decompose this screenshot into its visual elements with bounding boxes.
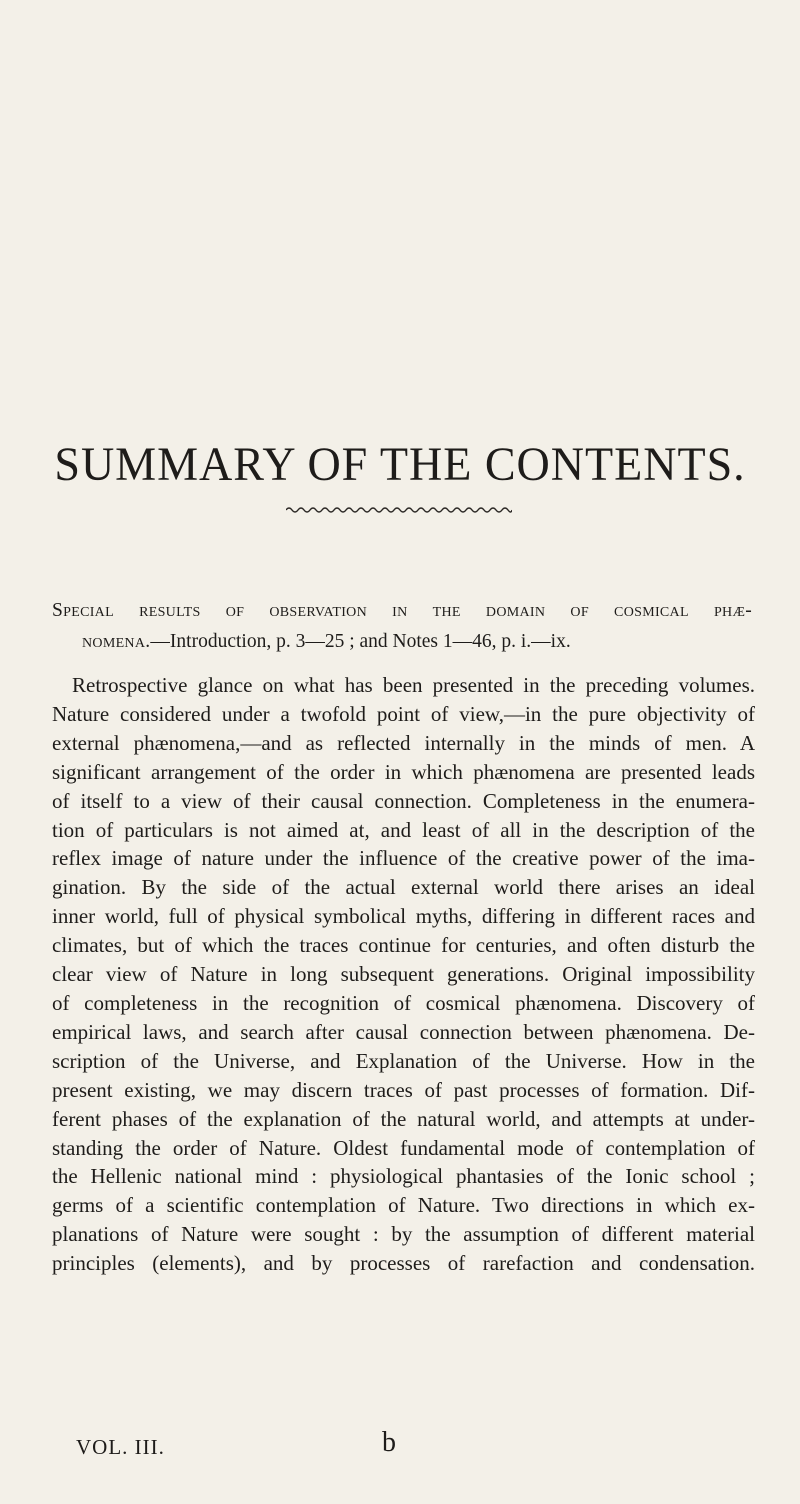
text-line: principles (elements), and by processes of rarefaction and condensation. <box>52 1251 755 1276</box>
text-line: gination. By the side of the actual external world there arises an ideal <box>52 875 755 900</box>
text-line: Retrospective glance on what has been presented in the preceding volumes. <box>72 673 755 697</box>
text-line: significant arrangement of the order in which phænomena are presented leads <box>52 759 755 784</box>
text-line: present existing, we may discern traces of past processes of formation. Dif- <box>52 1077 755 1102</box>
text-line: germs of a scientific contemplation of Nature. Two directions in which ex- <box>52 1193 755 1218</box>
text-line: of completeness in the recognition of cosmical phænomena. Discovery of <box>52 990 755 1015</box>
text-line: reflex image of nature under the influence of the creative power of the ima- <box>52 846 755 871</box>
section-heading-caps-2: nomena. <box>82 631 151 652</box>
text-line: ferent phases of the explanation of the natural world, and attempts at under- <box>52 1106 755 1131</box>
text-line: planations of Nature were sought : by the assumption of different material <box>52 1222 755 1247</box>
text-line: clear view of Nature in long subsequent generations. Original impossibility <box>52 962 755 987</box>
volume-label: VOL. III. <box>76 1435 165 1459</box>
text-line: empirical laws, and search after causal connection between phænomena. De- <box>52 1019 755 1044</box>
section-heading <box>52 595 752 657</box>
section-heading-caps-1: Special results of observation in the domain of cosmical phæ- <box>52 600 752 621</box>
signature-mark: b <box>382 1427 396 1458</box>
text-line: the Hellenic national mind : physiological phantasies of the Ionic school ; <box>52 1164 755 1189</box>
text-line: tion of particulars is not aimed at, and least of all in the description of the <box>52 817 755 842</box>
text-line: climates, but of which the traces continue for centuries, and often disturb the <box>52 933 755 958</box>
section-heading-references: —Introduction, p. 3—25 ; and Notes 1—46, p. i.—ix. <box>150 631 571 652</box>
summary-paragraph <box>52 671 755 1278</box>
wavy-rule-ornament <box>286 506 512 514</box>
text-line: inner world, full of physical symbolical myths, differing in different races and <box>52 904 755 929</box>
text-line: scription of the Universe, and Explanation of the Universe. How in the <box>52 1048 755 1073</box>
text-line: of itself to a view of their causal connection. Completeness in the enumera- <box>52 788 755 813</box>
text-line: external phænomena,—and as reflected internally in the minds of men. A <box>52 730 755 755</box>
text-line: standing the order of Nature. Oldest fundamental mode of contemplation of <box>52 1135 755 1160</box>
page-title: SUMMARY OF THE CONTENTS. <box>54 438 746 491</box>
text-line: Nature considered under a twofold point of view,—in the pure objectivity of <box>52 701 755 726</box>
